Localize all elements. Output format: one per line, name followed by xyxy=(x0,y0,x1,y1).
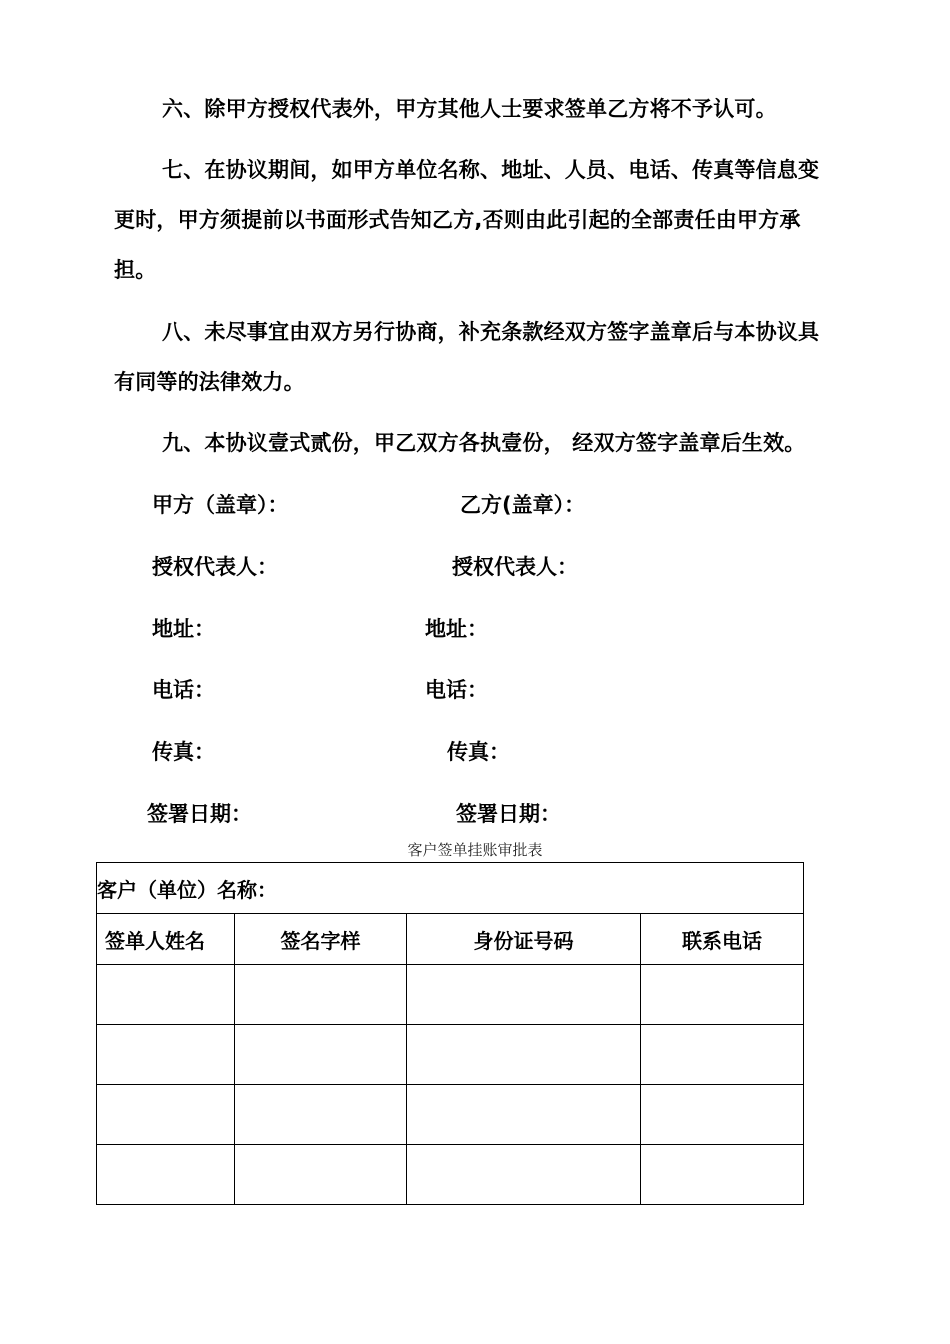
party-a-address-label: 地址： xyxy=(152,617,215,641)
signature-sample-cell[interactable] xyxy=(235,965,407,1025)
unit-name-label: 客户（单位）名称： xyxy=(97,863,804,914)
table-row xyxy=(97,1025,804,1085)
header-signature-sample: 签名字样 xyxy=(235,914,407,965)
approval-table xyxy=(96,862,804,1205)
signature-sample-cell[interactable] xyxy=(235,1085,407,1145)
party-a-phone-label: 电话： xyxy=(152,678,215,702)
clause-nine: 九、本协议壹式贰份，甲乙双方各执壹份， 经双方签字盖章后生效。 xyxy=(162,431,806,455)
header-signer-name: 签单人姓名 xyxy=(97,914,235,965)
signer-name-cell[interactable] xyxy=(97,1145,235,1205)
id-number-cell[interactable] xyxy=(407,1085,641,1145)
party-a-date-label: 签署日期： xyxy=(147,802,252,826)
unit-name-row xyxy=(97,863,804,914)
clause-eight: 八、未尽事宜由双方另行协商，补充条款经双方签字盖章后与本协议具有同等的法律效力。 xyxy=(114,320,820,394)
party-a-representative-label: 授权代表人： xyxy=(152,555,278,579)
id-number-cell[interactable] xyxy=(407,965,641,1025)
table-header-row xyxy=(97,914,804,965)
signer-name-cell[interactable] xyxy=(97,965,235,1025)
header-contact-phone: 联系电话 xyxy=(641,914,804,965)
contact-phone-cell[interactable] xyxy=(641,1025,804,1085)
contact-phone-cell[interactable] xyxy=(641,1145,804,1205)
party-b-address-label: 地址： xyxy=(425,617,488,641)
clause-six: 六、除甲方授权代表外，甲方其他人士要求签单乙方将不予认可。 xyxy=(162,97,777,121)
party-b-fax-label: 传真： xyxy=(447,740,510,764)
header-id-number: 身份证号码 xyxy=(407,914,641,965)
contact-phone-cell[interactable] xyxy=(641,965,804,1025)
id-number-cell[interactable] xyxy=(407,1025,641,1085)
table-row xyxy=(97,1085,804,1145)
signature-sample-cell[interactable] xyxy=(235,1145,407,1205)
party-b-date-label: 签署日期： xyxy=(456,802,561,826)
table-row xyxy=(97,1145,804,1205)
id-number-cell[interactable] xyxy=(407,1145,641,1205)
party-b-phone-label: 电话： xyxy=(425,678,488,702)
contact-phone-cell[interactable] xyxy=(641,1085,804,1145)
party-b-seal-label: 乙方(盖章）： xyxy=(460,493,586,517)
party-a-fax-label: 传真： xyxy=(152,740,215,764)
approval-form-title: 客户签单挂账审批表 xyxy=(407,841,543,859)
signer-name-cell[interactable] xyxy=(97,1025,235,1085)
signer-name-cell[interactable] xyxy=(97,1085,235,1145)
clause-seven: 七、在协议期间，如甲方单位名称、地址、人员、电话、传真等信息变更时，甲方须提前以书面形式告知乙方,否则由此引起的全部责任由甲方承担。 xyxy=(114,158,820,282)
signature-sample-cell[interactable] xyxy=(235,1025,407,1085)
party-b-representative-label: 授权代表人： xyxy=(452,555,578,579)
table-row xyxy=(97,965,804,1025)
party-a-seal-label: 甲方（盖章）： xyxy=(152,493,289,517)
